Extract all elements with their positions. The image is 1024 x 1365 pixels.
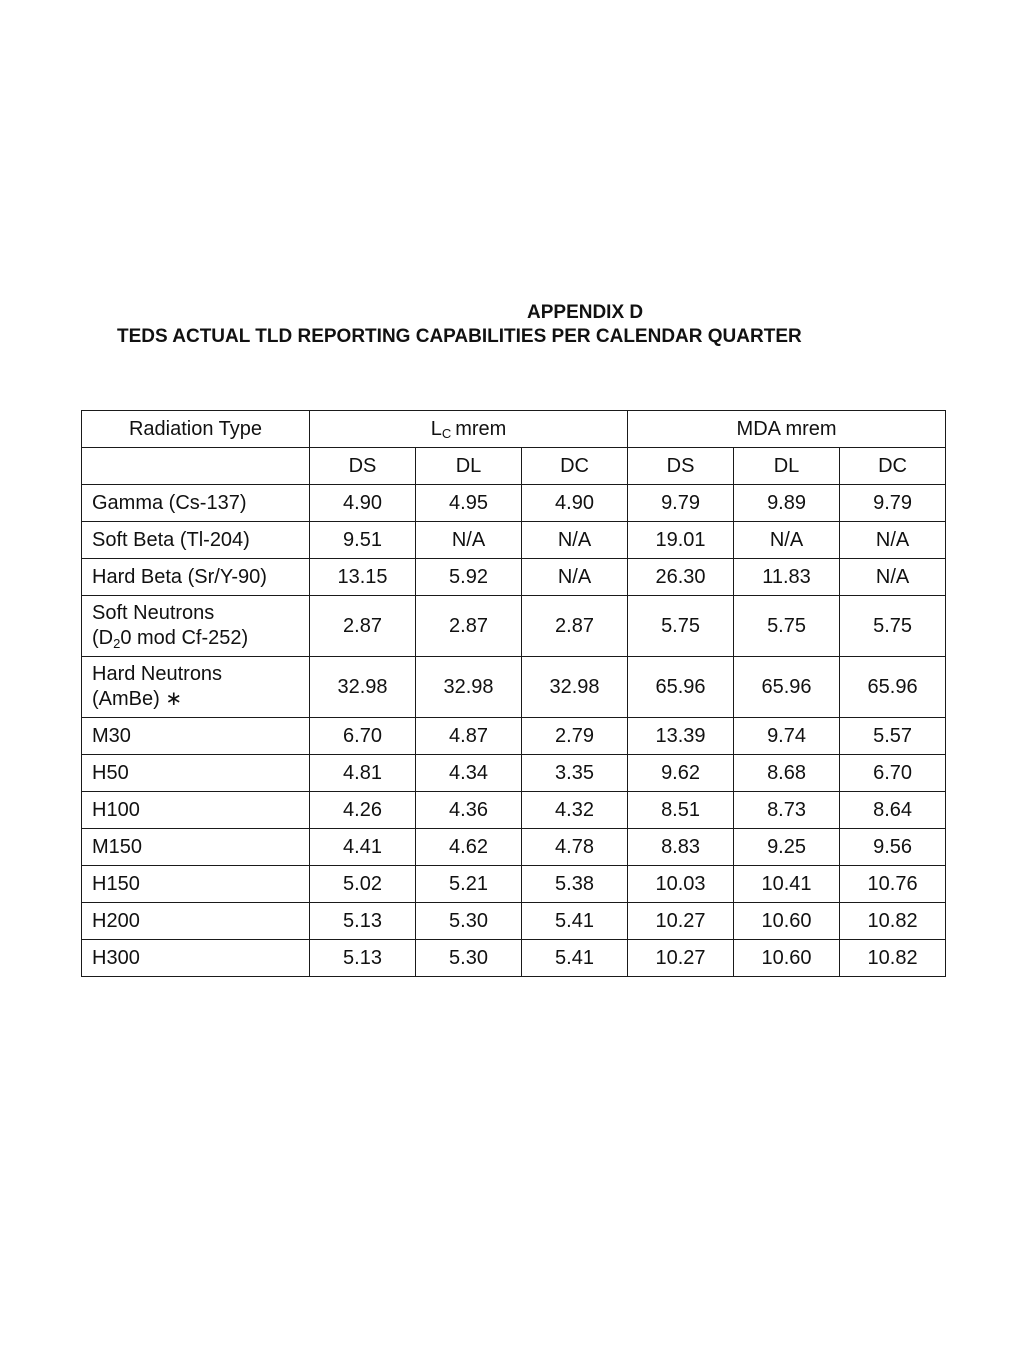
table-row: [82, 522, 946, 559]
value-cell-mda-ds: 19.01: [628, 522, 734, 559]
value-cell-lc-ds: 5.02: [310, 866, 416, 903]
table-title: TEDS ACTUAL TLD REPORTING CAPABILITIES PER CALENDAR QUARTER: [117, 326, 802, 347]
value-cell-mda-dl: 65.96: [734, 657, 840, 718]
value-cell-mda-ds: 10.03: [628, 866, 734, 903]
value-cell-lc-dc: 5.41: [522, 940, 628, 977]
radiation-type-cell: [82, 829, 310, 866]
table-row: [82, 866, 946, 903]
radiation-type-cell: [82, 940, 310, 977]
table-row: [82, 792, 946, 829]
table-row: [82, 657, 946, 718]
subheader-mda-dc: DC: [840, 448, 946, 485]
value-cell-mda-dl: 10.60: [734, 903, 840, 940]
value-cell-mda-ds: 10.27: [628, 903, 734, 940]
value-cell-mda-ds: 26.30: [628, 559, 734, 596]
subheader-lc-ds: DS: [310, 448, 416, 485]
value-cell-lc-ds: 5.13: [310, 940, 416, 977]
radiation-type-line: H50: [92, 761, 129, 784]
table-row: [82, 718, 946, 755]
value-cell-lc-ds: 32.98: [310, 657, 416, 718]
value-cell-mda-dc: N/A: [840, 559, 946, 596]
radiation-type-cell: [82, 485, 310, 522]
radiation-type-cell: [82, 792, 310, 829]
radiation-type-line: Hard Neutrons: [92, 663, 223, 685]
value-cell-mda-dc: 9.79: [840, 485, 946, 522]
radiation-type-cell: [82, 559, 310, 596]
radiation-type-line: M150: [92, 835, 143, 858]
value-cell-lc-dc: 4.78: [522, 829, 628, 866]
value-cell-mda-dc: 5.75: [840, 596, 946, 657]
radiation-type-line: H200: [92, 909, 140, 932]
value-cell-mda-ds: 13.39: [628, 718, 734, 755]
subheader-mda-ds: DS: [628, 448, 734, 485]
value-cell-lc-dl: 4.95: [416, 485, 522, 522]
value-cell-mda-dl: 10.41: [734, 866, 840, 903]
radiation-type-line: (AmBe) ∗: [92, 688, 183, 710]
value-cell-mda-dc: 9.56: [840, 829, 946, 866]
value-cell-lc-dc: 4.90: [522, 485, 628, 522]
value-cell-lc-dl: 4.62: [416, 829, 522, 866]
value-cell-lc-ds: 4.90: [310, 485, 416, 522]
value-cell-mda-dc: 10.82: [840, 940, 946, 977]
subheader-mda-dl: DL: [734, 448, 840, 485]
lc-subscript: C: [441, 425, 452, 441]
table-row: [82, 485, 946, 522]
mda-mrem-header: MDA mrem: [628, 411, 946, 448]
value-cell-mda-dc: N/A: [840, 522, 946, 559]
value-cell-lc-dl: 32.98: [416, 657, 522, 718]
value-cell-lc-ds: 4.26: [310, 792, 416, 829]
value-cell-lc-ds: 4.41: [310, 829, 416, 866]
lc-prefix: L: [430, 417, 442, 440]
radiation-type-line: Gamma (Cs-137): [92, 491, 247, 514]
table-row: [82, 755, 946, 792]
radiation-type-cell: [82, 596, 310, 657]
value-cell-lc-dl: N/A: [416, 522, 522, 559]
value-cell-lc-dc: 3.35: [522, 755, 628, 792]
radiation-type-cell: [82, 522, 310, 559]
radiation-type-line: H150: [92, 872, 140, 895]
radiation-type-line: H100: [92, 798, 140, 821]
radiation-type-cell: [82, 903, 310, 940]
header-row: [82, 411, 946, 448]
value-cell-mda-dl: 5.75: [734, 596, 840, 657]
subscript: 2: [113, 635, 121, 651]
value-cell-mda-ds: 8.51: [628, 792, 734, 829]
value-cell-lc-ds: 5.13: [310, 903, 416, 940]
subheader-lc-dc: DC: [522, 448, 628, 485]
value-cell-mda-dc: 10.76: [840, 866, 946, 903]
value-cell-lc-dc: 4.32: [522, 792, 628, 829]
value-cell-mda-dl: N/A: [734, 522, 840, 559]
radiation-type-line: Hard Beta (Sr/Y-90): [92, 565, 267, 588]
radiation-type-cell: [82, 718, 310, 755]
value-cell-mda-dc: 5.57: [840, 718, 946, 755]
radiation-type-cell: [82, 866, 310, 903]
value-cell-lc-dc: N/A: [522, 522, 628, 559]
value-cell-mda-dc: 65.96: [840, 657, 946, 718]
table-row: [82, 559, 946, 596]
radiation-type-cell: [82, 657, 310, 718]
value-cell-mda-dl: 11.83: [734, 559, 840, 596]
value-cell-lc-dc: 32.98: [522, 657, 628, 718]
value-cell-mda-dl: 9.74: [734, 718, 840, 755]
value-cell-mda-dl: 10.60: [734, 940, 840, 977]
radiation-type-line: Soft Beta (Tl-204): [92, 528, 250, 551]
subheader-row: [82, 448, 946, 485]
table-row: [82, 903, 946, 940]
table-row: [82, 829, 946, 866]
value-cell-lc-dc: 2.79: [522, 718, 628, 755]
value-cell-lc-dl: 5.21: [416, 866, 522, 903]
value-cell-mda-dl: 9.89: [734, 485, 840, 522]
lc-mrem-header: [310, 411, 628, 448]
radiation-type-line: 0 mod Cf-252): [120, 626, 249, 649]
value-cell-mda-ds: 8.83: [628, 829, 734, 866]
value-cell-lc-ds: 4.81: [310, 755, 416, 792]
value-cell-lc-dc: 2.87: [522, 596, 628, 657]
value-cell-lc-ds: 13.15: [310, 559, 416, 596]
value-cell-lc-ds: 6.70: [310, 718, 416, 755]
value-cell-mda-ds: 5.75: [628, 596, 734, 657]
value-cell-mda-dc: 10.82: [840, 903, 946, 940]
radiation-type-line: M30: [92, 724, 131, 747]
value-cell-lc-dl: 5.92: [416, 559, 522, 596]
table-row: [82, 940, 946, 977]
value-cell-lc-dl: 4.36: [416, 792, 522, 829]
value-cell-mda-dl: 8.68: [734, 755, 840, 792]
value-cell-mda-ds: 9.79: [628, 485, 734, 522]
value-cell-mda-ds: 9.62: [628, 755, 734, 792]
radiation-type-line: (D: [92, 626, 114, 649]
radiation-type-cell: [82, 755, 310, 792]
radiation-type-line: H300: [92, 946, 140, 969]
value-cell-lc-ds: 9.51: [310, 522, 416, 559]
table-row: [82, 596, 946, 657]
subheader-lc-dl: DL: [416, 448, 522, 485]
radiation-type-line: Soft Neutrons: [92, 601, 215, 624]
value-cell-lc-dl: 4.34: [416, 755, 522, 792]
lc-suffix: mrem: [455, 417, 507, 440]
value-cell-mda-dl: 9.25: [734, 829, 840, 866]
value-cell-mda-ds: 10.27: [628, 940, 734, 977]
value-cell-lc-dc: N/A: [522, 559, 628, 596]
value-cell-mda-dc: 8.64: [840, 792, 946, 829]
value-cell-lc-dl: 5.30: [416, 903, 522, 940]
value-cell-lc-dc: 5.38: [522, 866, 628, 903]
radiation-type-header: Radiation Type: [82, 411, 310, 448]
value-cell-lc-dc: 5.41: [522, 903, 628, 940]
table-body: [82, 485, 946, 977]
value-cell-mda-ds: 65.96: [628, 657, 734, 718]
capabilities-table: [81, 410, 946, 977]
value-cell-lc-dl: 2.87: [416, 596, 522, 657]
value-cell-lc-dl: 4.87: [416, 718, 522, 755]
value-cell-mda-dc: 6.70: [840, 755, 946, 792]
value-cell-mda-dl: 8.73: [734, 792, 840, 829]
value-cell-lc-ds: 2.87: [310, 596, 416, 657]
subheader-empty: [82, 448, 310, 485]
appendix-heading: APPENDIX D: [527, 302, 644, 323]
value-cell-lc-dl: 5.30: [416, 940, 522, 977]
